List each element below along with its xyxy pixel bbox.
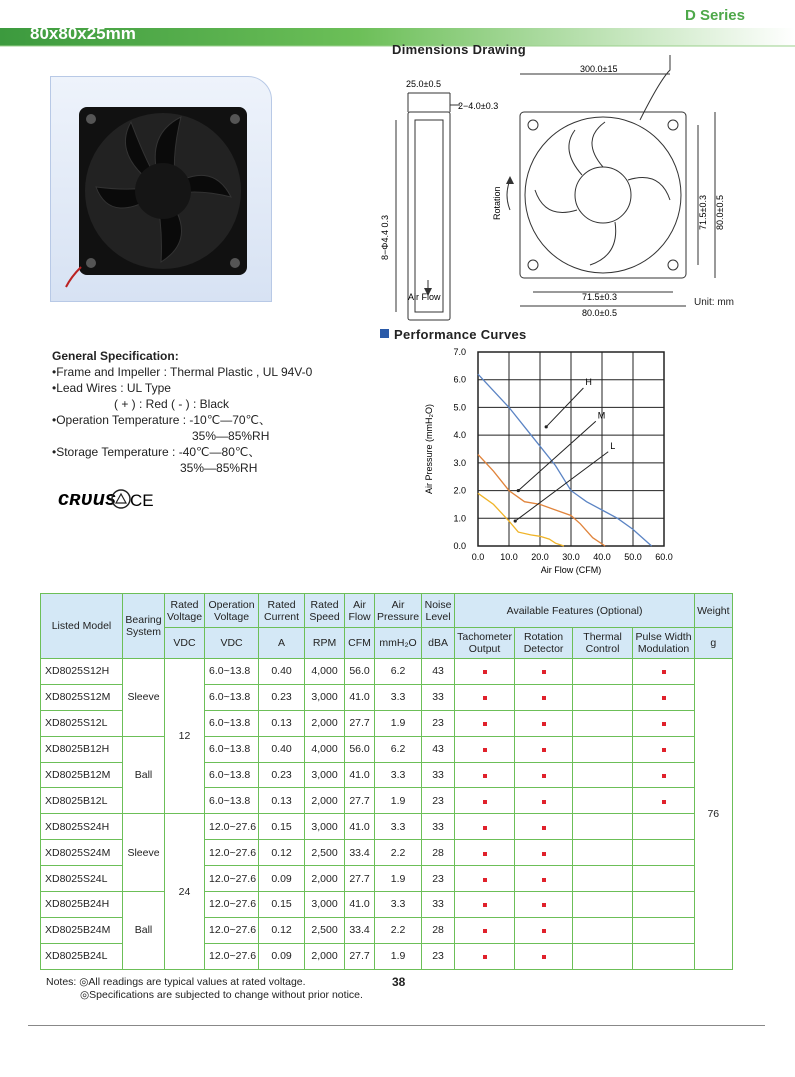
cell-feature xyxy=(455,892,515,918)
th-bearing: Bearing System xyxy=(123,594,165,659)
cell-bearing: Sleeve xyxy=(123,659,165,737)
cell-current: 0.23 xyxy=(259,762,305,788)
feature-dot xyxy=(542,722,546,726)
cell-feature xyxy=(515,840,573,866)
dim-25: 25.0±0.5 xyxy=(406,79,441,89)
leader-arrow xyxy=(514,519,517,522)
feature-dot xyxy=(662,722,666,726)
general-spec-title: General Specification: xyxy=(52,349,179,363)
series-line-h xyxy=(478,374,652,546)
note-2: ◎Specifications are subjected to change without prior notice. xyxy=(80,989,363,1001)
cell-current: 0.12 xyxy=(259,917,305,943)
cell-model: XD8025B24M xyxy=(41,917,123,943)
cell-pressure: 2.2 xyxy=(375,840,422,866)
y-tick-label: 4.0 xyxy=(453,430,466,441)
feature-dot xyxy=(542,929,546,933)
y-tick-label: 2.0 xyxy=(453,485,466,496)
cell-feature xyxy=(573,762,633,788)
cell-rpm: 2,000 xyxy=(305,710,345,736)
notes xyxy=(46,976,363,1002)
cell-model: XD8025B12L xyxy=(41,788,123,814)
cell-current: 0.15 xyxy=(259,814,305,840)
cell-model: XD8025B24H xyxy=(41,892,123,918)
cell-cfm: 56.0 xyxy=(345,736,375,762)
cell-pressure: 1.9 xyxy=(375,788,422,814)
cell-cfm: 41.0 xyxy=(345,892,375,918)
cell-model: XD8025S24M xyxy=(41,840,123,866)
cell-pressure: 1.9 xyxy=(375,710,422,736)
cell-op-voltage: 12.0~27.6 xyxy=(205,840,259,866)
cell-rpm: 4,000 xyxy=(305,736,345,762)
cell-pressure: 3.3 xyxy=(375,762,422,788)
cell-current: 0.40 xyxy=(259,659,305,685)
cell-rpm: 4,000 xyxy=(305,659,345,685)
y-tick-label: 7.0 xyxy=(453,347,466,357)
dim-2: 2−4.0±0.3 xyxy=(458,101,499,111)
cell-model: XD8025S12L xyxy=(41,710,123,736)
cell-rpm: 2,000 xyxy=(305,943,345,969)
y-tick-label: 0.0 xyxy=(453,541,466,551)
cell-feature xyxy=(573,814,633,840)
th-model: Listed Model xyxy=(41,594,123,659)
rotation-label: Rotation xyxy=(492,186,502,220)
cell-feature xyxy=(633,684,695,710)
x-tick-label: 10.0 xyxy=(500,552,518,562)
cell-op-voltage: 6.0~13.8 xyxy=(205,684,259,710)
cell-cfm: 27.7 xyxy=(345,866,375,892)
th-features: Available Features (Optional) xyxy=(455,594,695,628)
cell-cfm: 27.7 xyxy=(345,710,375,736)
ul-logo: cʀᴜus xyxy=(58,488,117,510)
leader-line xyxy=(518,421,596,490)
cell-feature xyxy=(455,943,515,969)
cell-feature xyxy=(455,788,515,814)
cell-current: 0.15 xyxy=(259,892,305,918)
feature-dot xyxy=(542,955,546,959)
cell-feature xyxy=(455,710,515,736)
cell-model: XD8025B24L xyxy=(41,943,123,969)
cell-rpm: 2,000 xyxy=(305,788,345,814)
cell-noise: 43 xyxy=(422,659,455,685)
size-title: 80x80x25mm xyxy=(30,24,136,43)
cell-feature xyxy=(633,788,695,814)
spec-colors: ( + ) : Red ( - ) : Black xyxy=(114,397,230,411)
table-row xyxy=(41,736,733,762)
feature-dot xyxy=(542,748,546,752)
cell-cfm: 56.0 xyxy=(345,659,375,685)
cell-cfm: 27.7 xyxy=(345,943,375,969)
cell-cfm: 33.4 xyxy=(345,917,375,943)
cell-pressure: 3.3 xyxy=(375,814,422,840)
cell-noise: 33 xyxy=(422,814,455,840)
cell-cfm: 27.7 xyxy=(345,788,375,814)
cell-op-voltage: 6.0~13.8 xyxy=(205,710,259,736)
fan-photo-frame xyxy=(50,76,272,302)
cell-pressure: 6.2 xyxy=(375,736,422,762)
cell-feature xyxy=(573,788,633,814)
cell-noise: 23 xyxy=(422,943,455,969)
th-op-voltage: Operation Voltage xyxy=(205,594,259,628)
feature-dot xyxy=(483,826,487,830)
feature-dot xyxy=(662,696,666,700)
cell-feature xyxy=(633,814,695,840)
unit-label: Unit: mm xyxy=(694,297,734,308)
cell-feature xyxy=(515,659,573,685)
cell-feature xyxy=(455,762,515,788)
series-label-l: L xyxy=(610,440,616,451)
cell-feature xyxy=(515,892,573,918)
unit-cfm: CFM xyxy=(345,628,375,659)
dim-80-h: 80.0±0.5 xyxy=(582,308,617,318)
air-flow-label: Air Flow xyxy=(408,292,441,302)
cell-noise: 33 xyxy=(422,684,455,710)
cell-op-voltage: 12.0~27.6 xyxy=(205,866,259,892)
cell-current: 0.13 xyxy=(259,710,305,736)
cell-feature xyxy=(573,917,633,943)
cell-model: XD8025B12M xyxy=(41,762,123,788)
cell-feature xyxy=(515,917,573,943)
cell-model: XD8025S24H xyxy=(41,814,123,840)
leader-arrow xyxy=(517,489,520,492)
spec-op-temp: •Operation Temperature : -10℃—70℃、 xyxy=(52,413,272,427)
cell-cfm: 41.0 xyxy=(345,814,375,840)
dimensions-title: Dimensions Drawing xyxy=(392,42,526,57)
feature-dot xyxy=(542,852,546,856)
cell-model: XD8025S12H xyxy=(41,659,123,685)
cell-feature xyxy=(633,736,695,762)
cell-bearing: Sleeve xyxy=(123,814,165,892)
feature-dot xyxy=(483,929,487,933)
cell-cfm: 41.0 xyxy=(345,762,375,788)
feature-dot xyxy=(542,878,546,882)
cell-feature xyxy=(455,866,515,892)
performance-chart xyxy=(418,340,688,585)
cell-current: 0.13 xyxy=(259,788,305,814)
cell-pressure: 2.2 xyxy=(375,917,422,943)
cell-feature xyxy=(633,892,695,918)
spec-lead: •Lead Wires : UL Type xyxy=(52,381,171,395)
cell-rpm: 3,000 xyxy=(305,684,345,710)
cell-feature xyxy=(515,762,573,788)
cell-noise: 43 xyxy=(422,736,455,762)
feature-dot xyxy=(483,800,487,804)
y-axis-label: Air Pressure (mmH₂O) xyxy=(424,404,434,494)
cell-feature xyxy=(573,840,633,866)
leader-arrow xyxy=(545,425,548,428)
feature-dot xyxy=(483,903,487,907)
x-tick-label: 0.0 xyxy=(471,552,485,562)
cell-model: XD8025B12H xyxy=(41,736,123,762)
th-pwm: Pulse Width Modulation xyxy=(633,628,695,659)
feature-dot xyxy=(483,748,487,752)
cell-op-voltage: 12.0~27.6 xyxy=(205,917,259,943)
feature-dot xyxy=(483,774,487,778)
cell-feature xyxy=(515,814,573,840)
leader-line xyxy=(515,452,608,521)
th-thermal: Thermal Control xyxy=(573,628,633,659)
cell-feature xyxy=(573,684,633,710)
cell-feature xyxy=(455,736,515,762)
unit-mmh2o: mmH₂O xyxy=(375,628,422,659)
th-speed: Rated Speed xyxy=(305,594,345,628)
th-noise: Noise Level xyxy=(422,594,455,628)
dim-8: 8−Φ4.4 0.3 xyxy=(380,215,390,260)
unit-g: g xyxy=(695,628,733,659)
th-airflow: Air Flow xyxy=(345,594,375,628)
cell-feature xyxy=(573,943,633,969)
spec-op-rh: 35%—85%RH xyxy=(192,429,270,443)
cell-noise: 33 xyxy=(422,892,455,918)
series-label-h: H xyxy=(585,377,592,388)
feature-dot xyxy=(483,670,487,674)
cell-op-voltage: 6.0~13.8 xyxy=(205,736,259,762)
cell-current: 0.09 xyxy=(259,866,305,892)
section-marker xyxy=(380,329,389,338)
cell-feature xyxy=(455,684,515,710)
table-row xyxy=(41,892,733,918)
x-tick-label: 20.0 xyxy=(531,552,549,562)
th-rated-voltage: Rated Voltage xyxy=(165,594,205,628)
x-tick-label: 50.0 xyxy=(624,552,642,562)
cell-noise: 23 xyxy=(422,788,455,814)
cell-pressure: 1.9 xyxy=(375,943,422,969)
feature-dot xyxy=(542,800,546,804)
cell-cfm: 33.4 xyxy=(345,840,375,866)
feature-dot xyxy=(662,748,666,752)
cell-feature xyxy=(633,659,695,685)
cell-feature xyxy=(573,866,633,892)
spec-st-rh: 35%—85%RH xyxy=(180,461,258,475)
cell-feature xyxy=(633,866,695,892)
feature-dot xyxy=(542,670,546,674)
x-tick-label: 30.0 xyxy=(562,552,580,562)
cell-rpm: 2,000 xyxy=(305,866,345,892)
y-tick-label: 1.0 xyxy=(453,513,466,524)
cell-noise: 23 xyxy=(422,710,455,736)
dim-300: 300.0±15 xyxy=(580,64,618,74)
dim-715-h: 71.5±0.3 xyxy=(582,292,617,302)
cell-feature xyxy=(515,788,573,814)
cell-feature xyxy=(515,866,573,892)
th-tach: Tachometer Output xyxy=(455,628,515,659)
cell-feature xyxy=(633,840,695,866)
cell-feature xyxy=(455,840,515,866)
th-weight: Weight xyxy=(695,594,733,628)
cell-feature xyxy=(633,917,695,943)
x-axis-label: Air Flow (CFM) xyxy=(540,565,602,575)
cell-op-voltage: 6.0~13.8 xyxy=(205,762,259,788)
feature-dot xyxy=(483,722,487,726)
table-row xyxy=(41,814,733,840)
series-line-l xyxy=(478,493,564,546)
performance-title: Performance Curves xyxy=(394,327,527,342)
cell-current: 0.12 xyxy=(259,840,305,866)
cell-feature xyxy=(515,736,573,762)
dim-80-v: 80.0±0.5 xyxy=(715,195,725,230)
cell-rpm: 3,000 xyxy=(305,814,345,840)
cell-feature xyxy=(573,659,633,685)
cell-rpm: 2,500 xyxy=(305,917,345,943)
x-tick-label: 40.0 xyxy=(593,552,611,562)
series-label: D Series xyxy=(684,7,745,24)
dim-715-v: 71.5±0.3 xyxy=(698,195,708,230)
y-tick-label: 5.0 xyxy=(453,402,466,413)
series-label-m: M xyxy=(597,410,606,421)
feature-dot xyxy=(542,774,546,778)
feature-dot xyxy=(542,826,546,830)
unit-dba: dBA xyxy=(422,628,455,659)
feature-dot xyxy=(483,955,487,959)
cell-op-voltage: 6.0~13.8 xyxy=(205,659,259,685)
cell-rpm: 2,500 xyxy=(305,840,345,866)
feature-dot xyxy=(662,670,666,674)
certification-logos xyxy=(58,486,154,512)
cell-feature xyxy=(455,917,515,943)
cell-model: XD8025S24L xyxy=(41,866,123,892)
unit-vdc: VDC xyxy=(165,628,205,659)
cell-feature xyxy=(633,943,695,969)
cell-op-voltage: 12.0~27.6 xyxy=(205,814,259,840)
fan-photo xyxy=(51,77,273,303)
cell-pressure: 6.2 xyxy=(375,659,422,685)
cell-weight: 76 xyxy=(695,659,733,970)
cell-feature xyxy=(455,814,515,840)
x-tick-label: 60.0 xyxy=(655,552,673,562)
th-current: Rated Current xyxy=(259,594,305,628)
cell-feature xyxy=(515,943,573,969)
cell-feature xyxy=(455,659,515,685)
ce-logo: CE xyxy=(130,491,154,510)
cell-rpm: 3,000 xyxy=(305,762,345,788)
unit-rpm: RPM xyxy=(305,628,345,659)
cell-current: 0.09 xyxy=(259,943,305,969)
spec-frame: •Frame and Impeller : Thermal Plastic , UL 94V-0 xyxy=(52,365,313,379)
cell-feature xyxy=(573,892,633,918)
cell-feature xyxy=(515,710,573,736)
cell-current: 0.40 xyxy=(259,736,305,762)
cell-pressure: 3.3 xyxy=(375,892,422,918)
feature-dot xyxy=(483,852,487,856)
th-pressure: Air Pressure xyxy=(375,594,422,628)
cell-op-voltage: 6.0~13.8 xyxy=(205,788,259,814)
cell-feature xyxy=(515,684,573,710)
feature-dot xyxy=(483,696,487,700)
cell-noise: 33 xyxy=(422,762,455,788)
feature-dot xyxy=(542,903,546,907)
y-tick-label: 6.0 xyxy=(453,374,466,385)
cell-rpm: 3,000 xyxy=(305,892,345,918)
cell-bearing: Ball xyxy=(123,892,165,970)
feature-dot xyxy=(542,696,546,700)
cell-model: XD8025S12M xyxy=(41,684,123,710)
cell-rated-voltage: 12 xyxy=(165,659,205,814)
cell-current: 0.23 xyxy=(259,684,305,710)
dimensions-drawing xyxy=(370,60,790,320)
cell-op-voltage: 12.0~27.6 xyxy=(205,892,259,918)
unit-vdc: VDC xyxy=(205,628,259,659)
th-rotation-det: Rotation Detector xyxy=(515,628,573,659)
cell-noise: 28 xyxy=(422,917,455,943)
cell-noise: 28 xyxy=(422,840,455,866)
cell-feature xyxy=(573,710,633,736)
cell-pressure: 1.9 xyxy=(375,866,422,892)
cell-pressure: 3.3 xyxy=(375,684,422,710)
footer-rule xyxy=(28,1025,765,1026)
cell-bearing: Ball xyxy=(123,736,165,814)
cell-cfm: 41.0 xyxy=(345,684,375,710)
cell-feature xyxy=(573,736,633,762)
feature-dot xyxy=(483,878,487,882)
unit-a: A xyxy=(259,628,305,659)
cell-feature xyxy=(633,710,695,736)
spec-st-temp: •Storage Temperature : -40℃—80℃、 xyxy=(52,445,261,459)
cell-op-voltage: 12.0~27.6 xyxy=(205,943,259,969)
table-row xyxy=(41,659,733,685)
cell-feature xyxy=(633,762,695,788)
y-tick-label: 3.0 xyxy=(453,457,466,468)
spec-table xyxy=(40,593,733,970)
feature-dot xyxy=(662,800,666,804)
feature-dot xyxy=(662,774,666,778)
cell-noise: 23 xyxy=(422,866,455,892)
page-number: 38 xyxy=(392,975,406,989)
cell-rated-voltage: 24 xyxy=(165,814,205,969)
note-1: Notes: ◎All readings are typical values at rated voltage. xyxy=(46,976,306,988)
general-spec xyxy=(52,348,312,476)
